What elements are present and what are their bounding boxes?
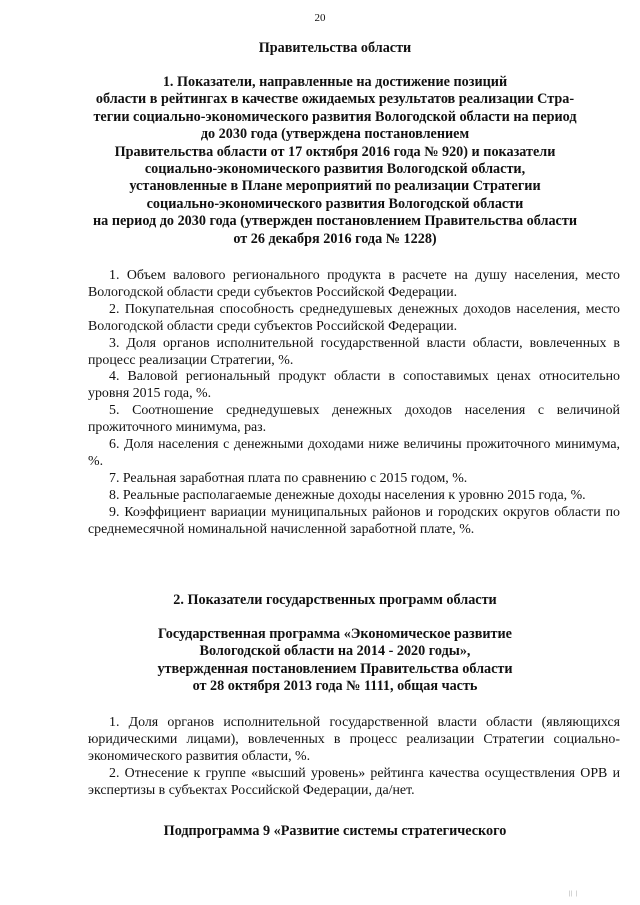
indicator-item: 8. Реальные располагаемые денежные доходы населения к уровню 2015 года, %. [109, 487, 586, 503]
indicator-item: 4. Валовой региональный продукт области в сопоставимых ценах относительно уровня 2015 года, %. [88, 369, 620, 402]
page-number: 20 [314, 12, 326, 24]
section-1-heading-line: установленные в Плане мероприятий по реализации Стратегии [129, 178, 541, 195]
section-1-heading-line: на период до 2030 года (утвержден постановлением Правительства области [93, 213, 577, 230]
section-1-heading-line: до 2030 года (утверждена постановлением [200, 126, 470, 143]
indicator-item: 2. Покупательная способность среднедушевых денежных доходов населения, место Вологодской области среди субъектов Российской Федерации. [88, 301, 620, 334]
header-line: Правительства области [258, 40, 412, 56]
program-heading-line: от 28 октября 2013 года № 1111, общая часть [192, 678, 478, 695]
indicator-item: 9. Коэффициент вариации муниципальных районов и городских округов области по среднемесячной номинальной начисленной заработной плате, %. [88, 504, 620, 537]
program-heading-line: Вологодской области на 2014 - 2020 годы», [199, 643, 471, 660]
indicator-item: 7. Реальная заработная плата по сравнению с 2015 годом, %. [109, 470, 468, 486]
section-2-items [88, 715, 620, 800]
subprogram-heading: Подпрограмма 9 «Развитие системы стратегического [163, 823, 507, 839]
indicator-item: 1. Объем валового регионального продукта в расчете на душу населения, место Вологодской области среди субъектов Российской Федерации. [88, 268, 620, 300]
program-heading [40, 626, 630, 696]
program-heading-line: утвержденная постановлением Правительства области [157, 660, 513, 677]
section-1-heading [40, 74, 630, 248]
section-2-heading: 2. Показатели государственных программ области [173, 592, 497, 608]
section-1-heading-line: социально-экономического развития Вологодской области [146, 195, 524, 212]
indicator-item: 5. Соотношение среднедушевых денежных доходов населения с величиной прожиточного минимума, раз. [88, 403, 620, 436]
section-1-heading-line: области в рейтингах в качестве ожидаемых результатов реализации Стра- [95, 91, 575, 108]
indicator-item: 3. Доля органов исполнительной государственной власти области, вовлеченных в процесс реализации Стратегии, %. [88, 335, 620, 368]
section-1-heading-line: Правительства области от 17 октября 2016 года № 920) и показатели [114, 143, 556, 160]
section-1-heading-line: от 26 декабря 2016 года № 1228) [233, 230, 437, 247]
indicator-item: 2. Отнесение к группе «высший уровень» рейтинга качества осуществления ОРВ и экспертизы в субъектах Российской Федерации, да/нет. [88, 765, 620, 798]
indicator-item: 6. Доля населения с денежными доходами ниже величины прожиточного минимума, %. [88, 437, 620, 469]
section-1-heading-line: социально-экономического развития Вологодской области, [144, 161, 526, 178]
indicator-item: 1. Доля органов исполнительной государственной власти области (являющихся юридическими лицами), вовлеченных в процесс реализации Стратегии социально-экономического развития области, %. [88, 715, 620, 764]
section-1-heading-line: тегии социально-экономического развития Вологодской области на период [93, 108, 577, 125]
program-heading-line: Государственная программа «Экономическое развитие [158, 626, 512, 642]
section-1-items [88, 268, 620, 539]
scan-artifact: ||​ | [569, 891, 579, 897]
section-1-heading-line: 1. Показатели, направленные на достижение позиций [162, 74, 508, 90]
